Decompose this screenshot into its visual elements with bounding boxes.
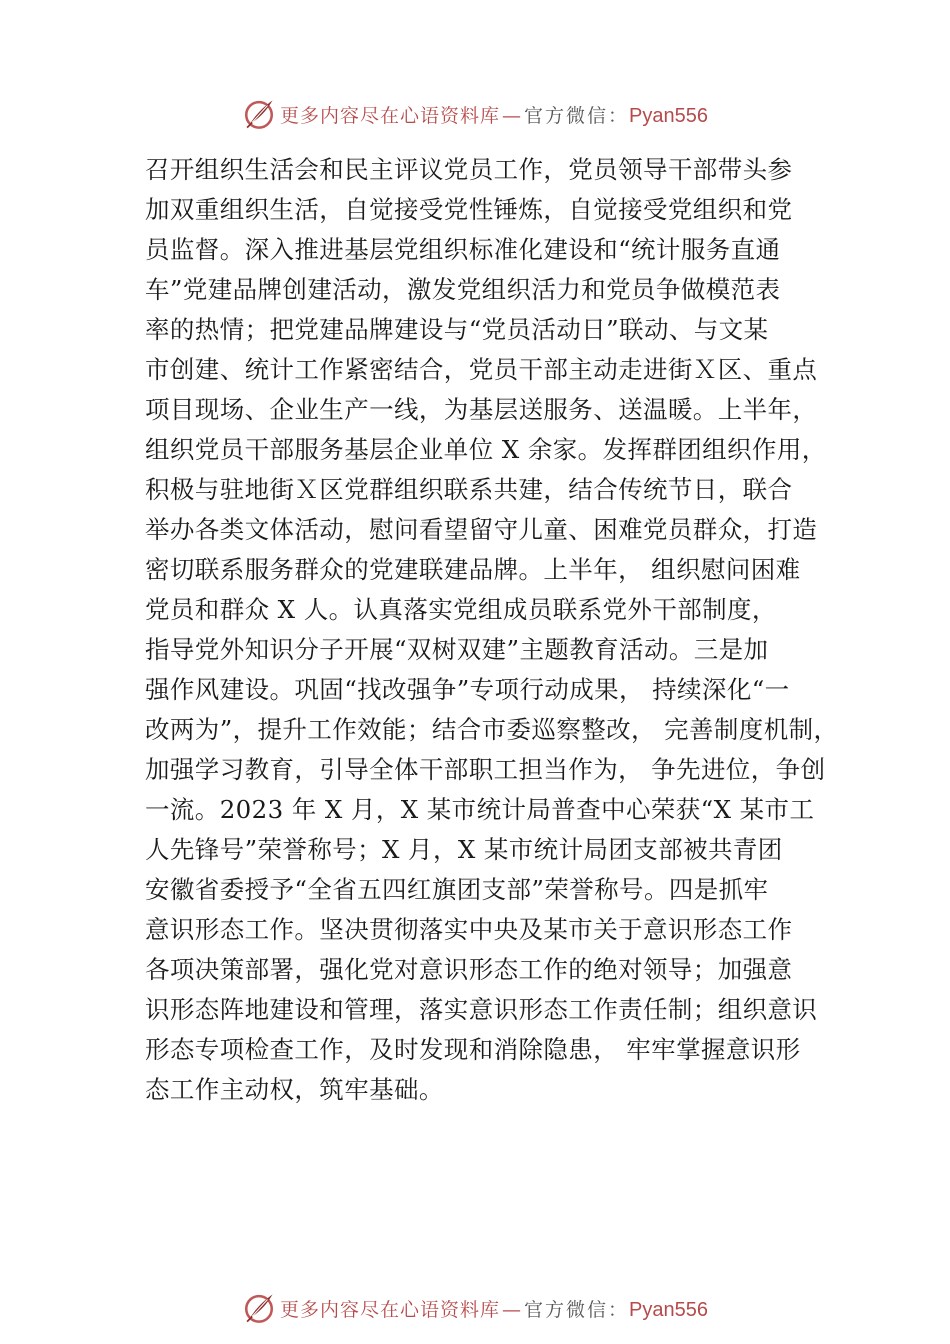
body-line: 市创建、统计工作紧密结合，党员干部主动走进街Ｘ区、重点 [145, 355, 818, 384]
banner-dash: — [502, 104, 523, 127]
banner-text [280, 101, 708, 128]
body-line: 率的热情；把党建品牌建设与“党员活动日”联动、与文某 [145, 315, 769, 344]
body-line: 召开组织生活会和民主评议党员工作，党员领导干部带头参 [145, 155, 793, 184]
body-line: 安徽省委授予“全省五四红旗团支部”荣誉称号。四是抓牢 [145, 875, 769, 904]
body-line: 各项决策部署，强化党对意识形态工作的绝对领导；加强意 [145, 955, 793, 984]
body-line: 员监督。深入推进基层党组织标准化建设和“统计服务直通 [145, 235, 781, 264]
quill-pen-logo-icon [242, 97, 276, 131]
body-line: 密切联系服务群众的党建联建品牌。上半年， 组织慰问困难 [145, 555, 801, 584]
body-line: 车”党建品牌创建活动，激发党组织活力和党员争做模范表 [145, 275, 781, 304]
header-banner [0, 94, 950, 134]
body-line: 举办各类文体活动，慰问看望留守儿童、困难党员群众，打造 [145, 515, 818, 544]
banner-text [280, 1295, 708, 1322]
document-body [145, 150, 839, 1110]
body-line: 党员和群众 X 人。认真落实党组成员联系党外干部制度， [145, 595, 777, 624]
body-line: 人先锋号”荣誉称号；X 月，X 某市统计局团支部被共青团 [145, 835, 783, 864]
body-line: 形态专项检查工作，及时发现和消除隐患， 牢牢掌握意识形 [145, 1035, 801, 1064]
banner-dash: — [502, 1298, 523, 1321]
body-line: 指导党外知识分子开展“双树双建”主题教育活动。三是加 [145, 635, 769, 664]
body-line: 态工作主动权，筑牢基础。 [145, 1075, 444, 1104]
body-line: 组织党员干部服务基层企业单位 X 余家。发挥群团组织作用， [145, 435, 827, 464]
body-line: 积极与驻地街Ｘ区党群组织联系共建，结合传统节日，联合 [145, 475, 793, 504]
body-line: 强作风建设。巩固“找改强争”专项行动成果， 持续深化“一 [145, 675, 790, 704]
body-line: 识形态阵地建设和管理，落实意识形态工作责任制；组织意识 [145, 995, 818, 1024]
body-line: 加强学习教育，引导全体干部职工担当作为， 争先进位，争创 [145, 755, 826, 784]
body-line: 项目现场、企业生产一线，为基层送服务、送温暖。上半年， [145, 395, 818, 424]
footer-banner [0, 1288, 950, 1328]
banner-wechat-id: Pyan556 [629, 104, 708, 127]
body-line: 意识形态工作。坚决贯彻落实中央及某市关于意识形态工作 [145, 915, 793, 944]
body-line: 改两为”，提升工作效能；结合市委巡察整改， 完善制度机制， [145, 715, 839, 744]
quill-pen-logo-icon [242, 1291, 276, 1325]
body-line: 加双重组织生活，自觉接受党性锤炼，自觉接受党组织和党 [145, 195, 793, 224]
banner-main-text: 更多内容尽在心语资料库 [280, 1298, 501, 1321]
banner-wechat-id: Pyan556 [629, 1298, 708, 1321]
banner-sub-text: 官方微信： [524, 104, 630, 127]
body-line: 一流。2023 年 X 月，X 某市统计局普查中心荣获“X 某市工 [145, 795, 815, 824]
banner-main-text: 更多内容尽在心语资料库 [280, 104, 501, 127]
banner-sub-text: 官方微信： [524, 1298, 630, 1321]
